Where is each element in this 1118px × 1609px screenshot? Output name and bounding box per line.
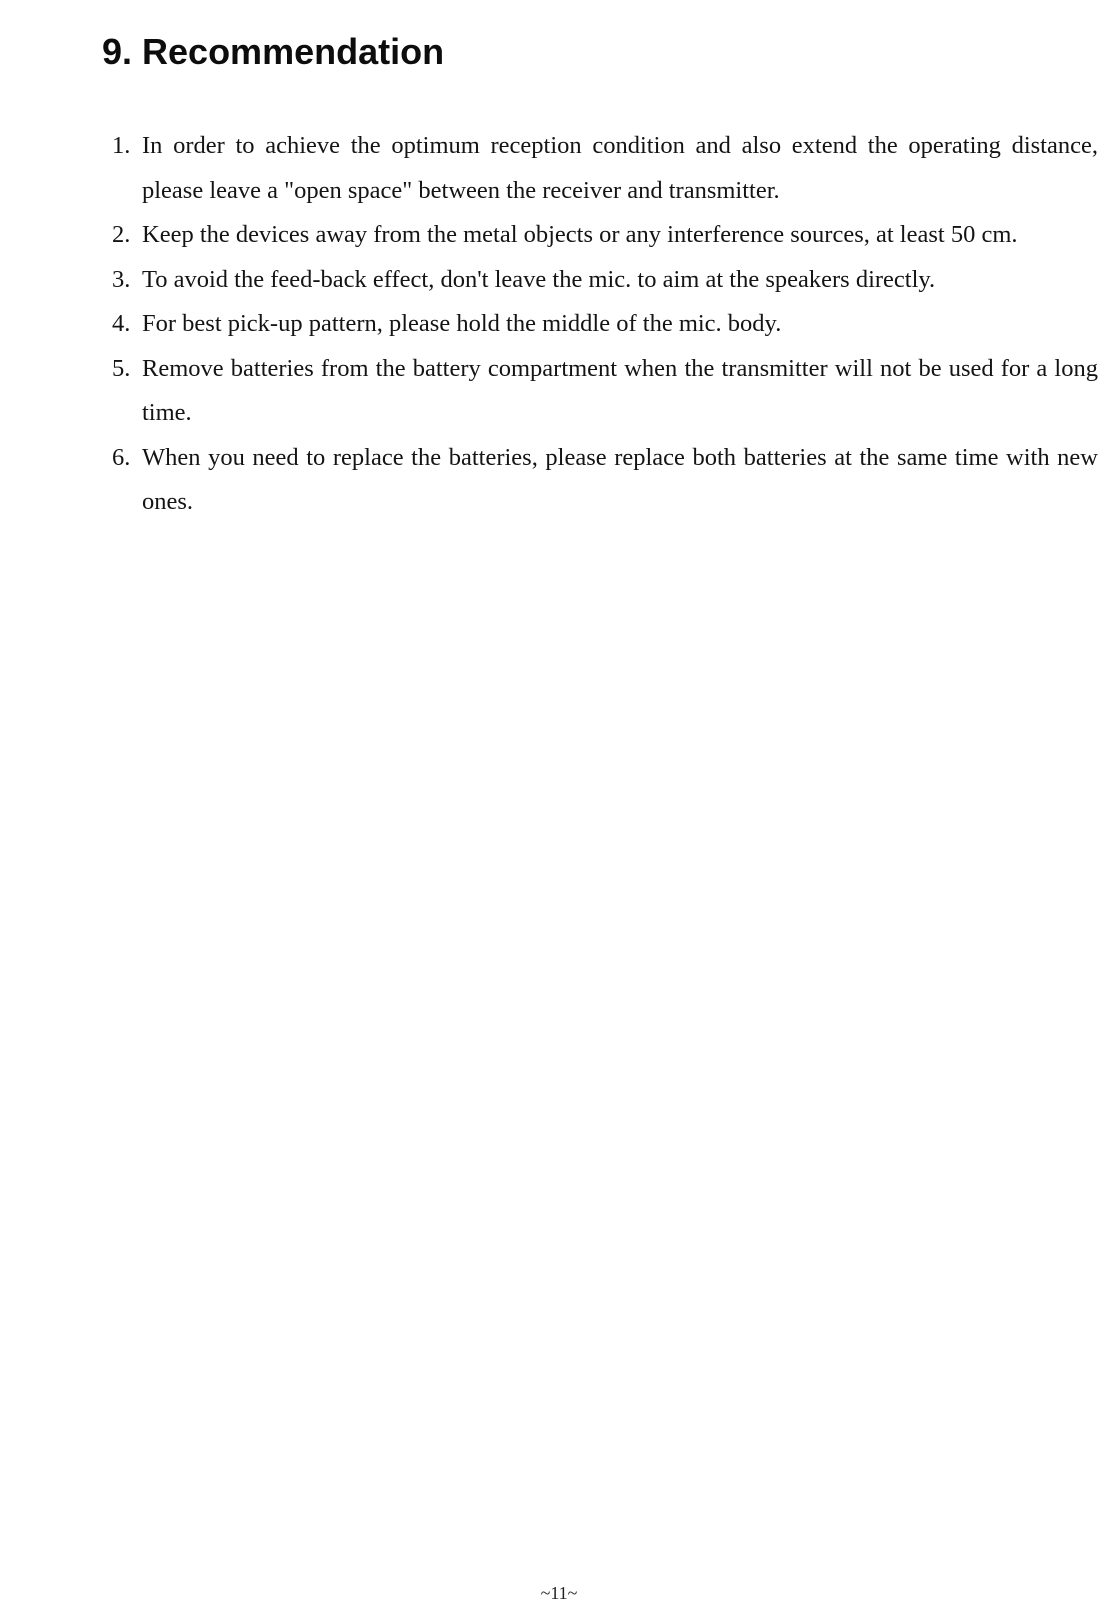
item-number: 4. (112, 310, 131, 337)
item-text: Keep the devices away from the metal objects or any interference sources, at least 50 cm. (142, 221, 1018, 248)
item-text: Remove batteries from the battery compartment when the transmitter will not be used for a long time. (142, 354, 1098, 426)
recommendation-list (112, 124, 1098, 525)
item-text: When you need to replace the batteries, please replace both batteries at the same time with new ones. (142, 443, 1098, 515)
list-item (112, 347, 1098, 436)
list-item (112, 124, 1098, 213)
item-number: 5. (112, 354, 131, 382)
list-item (112, 258, 1098, 303)
page-number: ~11~ (540, 1583, 578, 1603)
item-number: 6. (112, 443, 131, 471)
list-item (112, 213, 1098, 258)
item-text: For best pick-up pattern, please hold the middle of the mic. body. (142, 310, 782, 337)
list-item (112, 302, 1098, 347)
item-number: 3. (112, 265, 131, 293)
list-item (112, 436, 1098, 525)
item-number: 2. (112, 221, 131, 248)
item-number: 1. (112, 132, 131, 159)
item-text: In order to achieve the optimum reception condition and also extend the operating distance, please leave a "open space" between the receiver and transmitter. (142, 132, 1098, 204)
item-text: To avoid the feed-back effect, don't leave the mic. to aim at the speakers directly. (142, 265, 936, 293)
section-heading: 9. Recommendation (102, 31, 445, 72)
